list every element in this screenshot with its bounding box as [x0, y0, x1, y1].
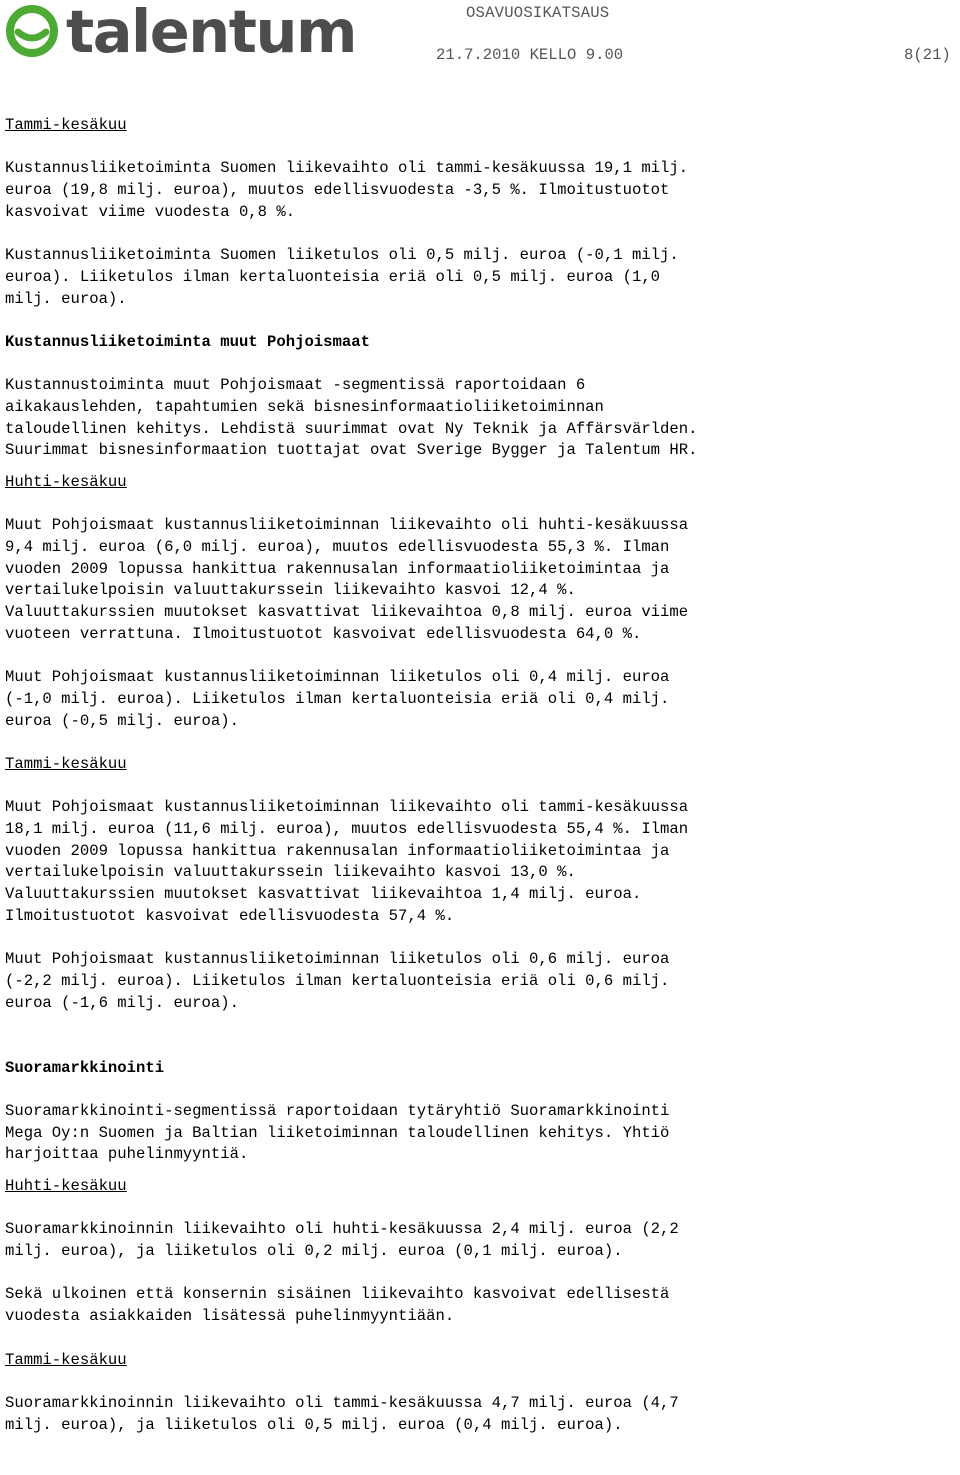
paragraph-line: Mega Oy:n Suomen ja Baltian liiketoiminnan taloudellinen kehitys. Yhtiö — [5, 1123, 670, 1142]
paragraph-line: 9,4 milj. euroa (6,0 milj. euroa), muutos edellisvuodesta 55,3 %. Ilman — [5, 538, 670, 557]
paragraph-line: (-2,2 milj. euroa). Liiketulos ilman kertaluonteisia eriä oli 0,6 milj. — [5, 971, 670, 990]
document-date: 21.7.2010 KELLO 9.00 — [436, 46, 624, 64]
brand-wordmark: talentum — [66, 2, 354, 60]
paragraph-line: vertailukelpoisin valuuttakurssein liikevaihto kasvoi 13,0 %. — [5, 863, 576, 882]
paragraph-line: euroa (-0,5 milj. euroa). — [5, 711, 239, 730]
paragraph-line: kasvoivat viime vuodesta 0,8 %. — [5, 202, 296, 221]
paragraph-line: Muut Pohjoismaat kustannusliiketoiminnan liikevaihto oli tammi-kesäkuussa — [5, 798, 689, 817]
talentum-logo — [4, 2, 354, 60]
paragraph-line: vertailukelpoisin valuuttakurssein liikevaihto kasvoi 12,4 %. — [5, 581, 576, 600]
paragraph-line: milj. euroa), ja liiketulos oli 0,5 milj. euroa (0,4 milj. euroa). — [5, 1415, 623, 1434]
subheading-suomi-tammi: Tammi-kesäkuu — [5, 116, 127, 134]
paragraph-line: Kustannustoiminta muut Pohjoismaat -segmentissä raportoidaan 6 — [5, 376, 586, 395]
paragraph-line: Suurimmat bisnesinformaation tuottajat ovat Sverige Bygger ja Talentum HR. — [5, 441, 698, 460]
subheading-suora-tammi: Tammi-kesäkuu — [5, 1350, 127, 1369]
paragraph-line: Muut Pohjoismaat kustannusliiketoiminnan liikevaihto oli huhti-kesäkuussa — [5, 516, 689, 535]
paragraph-line: Suoramarkkinointi-segmentissä raportoidaan tytäryhtiö Suoramarkkinointi — [5, 1101, 670, 1120]
talentum-logo-icon — [4, 2, 354, 60]
paragraph-line: vuoteen verrattuna. Ilmoitustuotot kasvoivat edellisvuodesta 64,0 %. — [5, 624, 642, 643]
paragraph-line: taloudellinen kehitys. Lehdistä suurimmat ovat Ny Teknik ja Affärsvärlden. — [5, 419, 698, 438]
paragraph-line: (-1,0 milj. euroa). Liiketulos ilman kertaluonteisia eriä oli 0,4 milj. — [5, 689, 670, 708]
paragraph-line: vuoden 2009 lopussa hankittua rakennusalan informaatioliiketoimintaa ja — [5, 841, 670, 860]
section-heading-suoramarkkinointi: Suoramarkkinointi — [5, 1058, 165, 1077]
section-heading-muut-pohjoismaat: Kustannusliiketoiminta muut Pohjoismaat — [5, 332, 370, 351]
document-type: OSAVUOSIKATSAUS — [466, 4, 610, 22]
paragraph-line: vuodesta asiakkaiden lisätessä puhelinmyyntiään. — [5, 1307, 455, 1326]
paragraph-line: Kustannusliiketoiminta Suomen liikevaihto oli tammi-kesäkuussa 19,1 milj. — [5, 159, 689, 178]
paragraph-line: milj. euroa), ja liiketulos oli 0,2 milj. euroa (0,1 milj. euroa). — [5, 1242, 623, 1261]
paragraph-line: Sekä ulkoinen että konsernin sisäinen liikevaihto kasvoivat edellisestä — [5, 1285, 670, 1304]
paragraph-line: euroa). Liiketulos ilman kertaluonteisia eriä oli 0,5 milj. euroa (1,0 — [5, 267, 661, 286]
document-body — [5, 115, 955, 1436]
paragraph-line: Valuuttakurssien muutokset kasvattivat liikevaihtoa 1,4 milj. euroa. — [5, 885, 642, 904]
paragraph-line: euroa (-1,6 milj. euroa). — [5, 993, 239, 1012]
paragraph-line: Suoramarkkinoinnin liikevaihto oli tammi-kesäkuussa 4,7 milj. euroa (4,7 — [5, 1393, 679, 1412]
paragraph-line: 18,1 milj. euroa (11,6 milj. euroa), muutos edellisvuodesta 55,4 %. Ilman — [5, 820, 689, 838]
paragraph-line: Valuuttakurssien muutokset kasvattivat liikevaihtoa 0,8 milj. euroa viime — [5, 603, 689, 622]
paragraph-line: milj. euroa). — [5, 289, 127, 308]
subheading-muut-tammi: Tammi-kesäkuu — [5, 754, 127, 773]
page-number: 8(21) — [904, 46, 951, 64]
subheading-suora-huhti: Huhti-kesäkuu — [5, 1177, 127, 1195]
paragraph-line: vuoden 2009 lopussa hankittua rakennusalan informaatioliiketoimintaa ja — [5, 559, 670, 578]
paragraph-line: Ilmoitustuotot kasvoivat edellisvuodesta 57,4 %. — [5, 906, 455, 925]
paragraph-line: Suoramarkkinoinnin liikevaihto oli huhti-kesäkuussa 2,4 milj. euroa (2,2 — [5, 1220, 679, 1239]
paragraph-line: Muut Pohjoismaat kustannusliiketoiminnan liiketulos oli 0,4 milj. euroa — [5, 668, 670, 687]
paragraph-line: Muut Pohjoismaat kustannusliiketoiminnan liiketulos oli 0,6 milj. euroa — [5, 950, 670, 969]
paragraph-line: euroa (19,8 milj. euroa), muutos edellisvuodesta -3,5 %. Ilmoitustuotot — [5, 181, 670, 200]
subheading-muut-huhti: Huhti-kesäkuu — [5, 473, 127, 491]
paragraph-line: Kustannusliiketoiminta Suomen liiketulos oli 0,5 milj. euroa (-0,1 milj. — [5, 246, 679, 265]
paragraph-line: harjoittaa puhelinmyyntiä. — [5, 1145, 249, 1164]
paragraph-line: aikakauslehden, tapahtumien sekä bisnesinformaatioliiketoiminnan — [5, 397, 604, 416]
